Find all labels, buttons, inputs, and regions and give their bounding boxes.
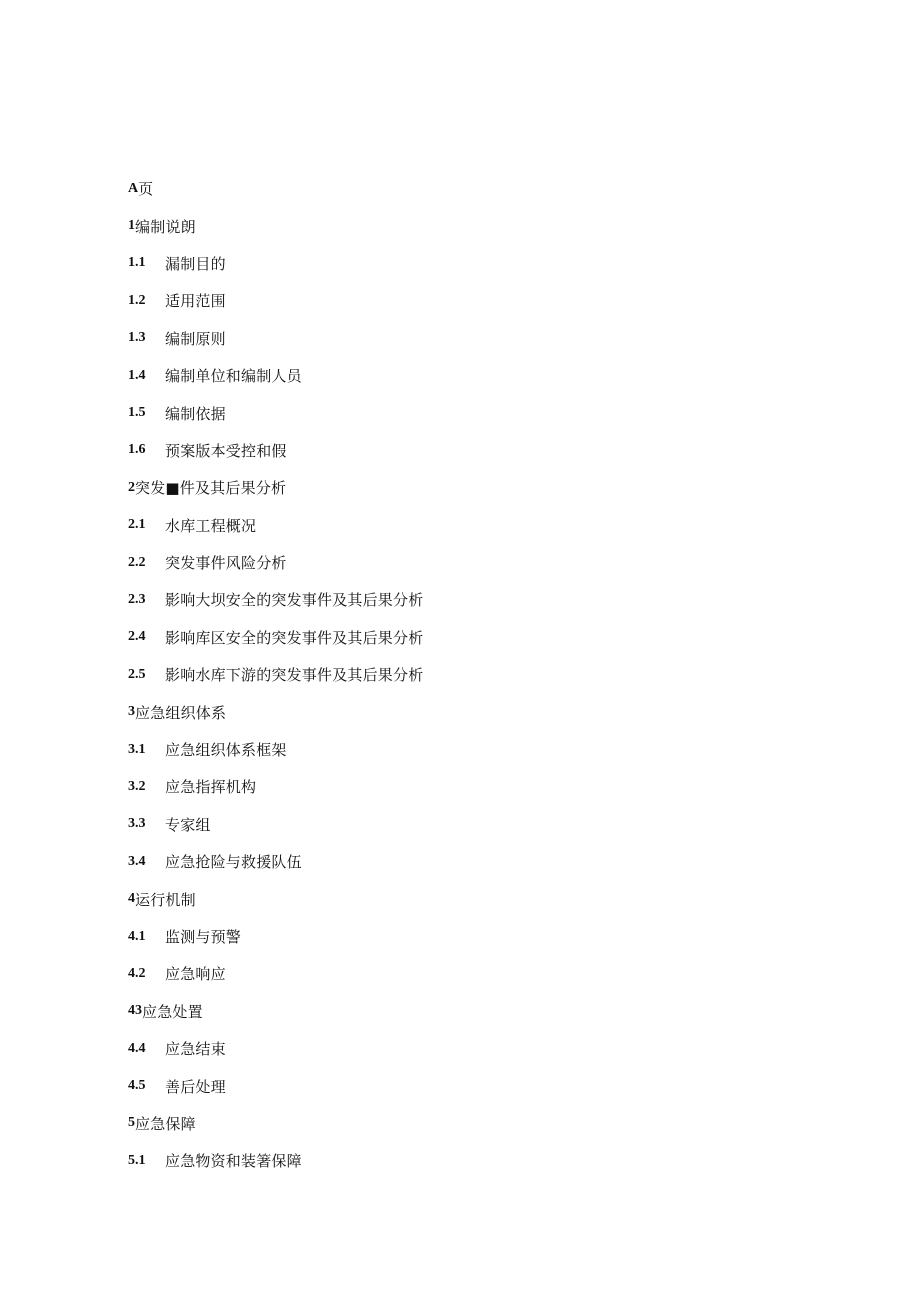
toc-entry-number: 3.3 (128, 816, 146, 832)
toc-entry-number: 2.2 (128, 554, 146, 570)
toc-entry-number: 3 (128, 704, 135, 720)
toc-entry-number: 2.4 (128, 629, 146, 645)
toc-entry-title: 应急结束 (165, 1040, 226, 1059)
toc-entry (128, 918, 423, 955)
toc-entry (128, 207, 423, 244)
toc-entry (128, 955, 423, 992)
toc-entry-number: 3.4 (128, 853, 146, 869)
toc-entry-title: 影响库区安全的突发事件及其后果分析 (165, 628, 424, 647)
toc-entry-number: 4.4 (128, 1040, 146, 1056)
toc-entry (128, 1142, 423, 1179)
toc-entry (128, 581, 423, 618)
toc-entry-number: 4.5 (128, 1078, 146, 1094)
toc-entry-title: 影响大坝安全的突发事件及其后果分析 (165, 591, 424, 610)
toc-entry-title: 编制原则 (165, 329, 226, 348)
toc-entry-number: 2 (128, 479, 135, 495)
toc-entry-title: 编制依据 (165, 404, 226, 423)
toc-entry-number: 2.5 (128, 666, 146, 682)
toc-entry-number: 1.3 (128, 330, 146, 346)
toc-entry-title: 专家组 (165, 815, 211, 834)
toc-entry-title: 影响水库下游的突发事件及其后果分析 (165, 666, 424, 685)
toc-entry-number: 5.1 (128, 1152, 146, 1168)
toc-entry-title: 适用范围 (165, 292, 226, 311)
toc-entry-title: 运行机制 (135, 890, 196, 909)
toc-entry (128, 693, 423, 730)
toc-entry-number: 1 (128, 218, 135, 234)
toc-entry-number: 4.1 (128, 928, 146, 944)
toc-entry-title: 应急保障 (135, 1114, 196, 1133)
toc-entry (128, 656, 423, 693)
toc-entry-number: 1.5 (128, 405, 146, 421)
toc-entry (128, 880, 423, 917)
toc-entry (128, 432, 423, 469)
toc-entry-title: 监测与预警 (165, 928, 242, 946)
toc-entry-number: 4.2 (128, 965, 146, 981)
toc-entry (128, 1105, 423, 1142)
toc-entry (128, 1030, 423, 1067)
toc-entry-title: 页 (138, 180, 154, 199)
toc-entry (128, 282, 423, 319)
toc-entry-number: 2.1 (128, 517, 146, 533)
toc-entry (128, 394, 423, 431)
toc-entry (128, 993, 423, 1030)
toc-entry-number: 1.2 (128, 292, 146, 308)
toc-entry-number: 3.1 (128, 741, 146, 757)
toc-entry-number: 1.1 (128, 255, 146, 271)
toc-entry-title: 水库工程概况 (165, 516, 257, 535)
toc-entry (128, 843, 423, 880)
toc-entry (128, 245, 423, 282)
toc-entry (128, 507, 423, 544)
toc-entry-title: 善后处理 (165, 1077, 226, 1096)
toc-entry-title: 漏制目的 (165, 254, 226, 273)
toc-entry-number: 2.3 (128, 591, 146, 607)
toc-entry (128, 170, 423, 207)
toc-entry-number: 3.2 (128, 778, 146, 794)
toc-entry-title: 应急组织体系框架 (165, 741, 287, 760)
toc-entry-title: 应急组织体系 (135, 703, 227, 722)
toc-entry-title: 突发事件风险分析 (165, 554, 287, 573)
toc-entry-number: A (128, 180, 139, 196)
toc-entry-title: 预案版本受控和假 (165, 441, 287, 460)
toc-entry (128, 768, 423, 805)
toc-entry (128, 469, 423, 506)
table-of-contents (128, 170, 423, 1180)
toc-entry-number: 1.4 (128, 367, 146, 383)
toc-entry (128, 357, 423, 394)
toc-entry-number: 4 (128, 891, 135, 907)
toc-entry (128, 1067, 423, 1104)
toc-entry-title: 应急响应 (165, 965, 226, 984)
toc-entry (128, 544, 423, 581)
toc-entry (128, 731, 423, 768)
toc-entry-title: 应急指挥机构 (165, 778, 257, 797)
toc-entry-number: 43 (128, 1003, 142, 1019)
toc-entry-number: 5 (128, 1115, 135, 1131)
toc-entry-title: 应急物资和装箸保障 (165, 1152, 302, 1171)
toc-entry (128, 619, 423, 656)
toc-entry-title: 应急抢险与救援队伍 (165, 853, 302, 872)
toc-entry (128, 806, 423, 843)
toc-entry-title: 应急处置 (142, 1002, 203, 1021)
toc-entry-number: 1.6 (128, 442, 146, 458)
toc-entry-title: 突发■件及其后果分析 (135, 479, 287, 498)
toc-entry-title: 编制说朗 (135, 217, 196, 236)
toc-entry-title: 编制单位和编制人员 (165, 367, 302, 386)
toc-entry (128, 320, 423, 357)
